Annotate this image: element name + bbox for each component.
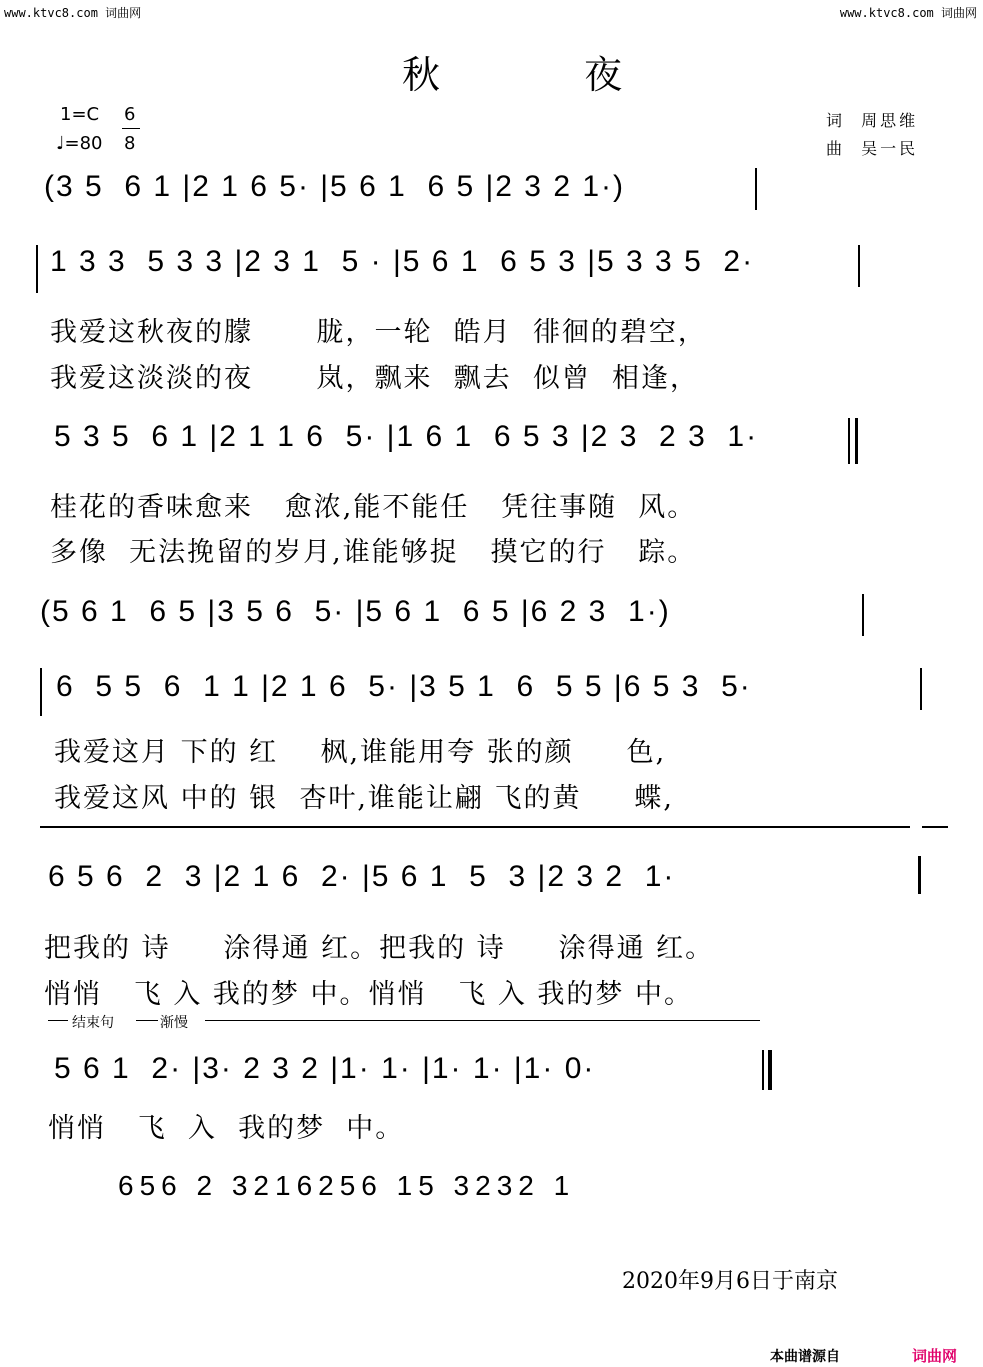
- watermark-top-left: www.ktvc8.com 词曲网: [4, 6, 142, 20]
- lyric-line-4: 多像 无法挽留的岁月,谁能够捉 摸它的行 踪。: [50, 537, 697, 568]
- notation-system-7: 5 6 1 2· |3· 2 3 2 |1· 1· |1· 1· |1· 0·: [54, 1052, 596, 1085]
- final-barline-thick: [768, 1050, 772, 1090]
- time-signature-bottom: 8: [124, 133, 136, 154]
- repeat-end-bar-thick: [855, 418, 858, 464]
- watermark-top-right: www.ktvc8.com 词曲网: [839, 6, 977, 20]
- lyric-line-7: 把我的 诗 涂得通 红。把我的 诗 涂得通 红。: [44, 933, 715, 964]
- footer-site: 词曲网: [912, 1347, 958, 1365]
- composer-credit: 曲 吴一民: [826, 139, 919, 158]
- barline: [858, 245, 860, 287]
- repeat-end-bar: [918, 856, 921, 894]
- lyric-line-1: 我爱这秋夜的朦 胧，一轮 皓月 徘徊的碧空，: [50, 317, 707, 348]
- summary-notes: 656 2 3216256 15 3232 1: [118, 1170, 576, 1201]
- system-divider-end: [922, 826, 948, 828]
- composition-date: 2020年9月6日于南京: [622, 1269, 838, 1294]
- notation-system-5: 6 5 5 6 1 1 |2 1 6 5· |3 5 1 6 5 5 |6 5 3 5·: [56, 670, 752, 703]
- time-signature-line: [122, 128, 140, 129]
- lyric-line-2: 我爱这淡淡的夜 岚，飘来 飘去 似曾 相逢，: [50, 363, 699, 394]
- ritardando-line: [205, 1020, 760, 1021]
- barline: [920, 668, 922, 710]
- barline: [755, 168, 757, 210]
- lyricist-credit: 词 周思维: [826, 111, 919, 130]
- time-signature-top: 6: [124, 104, 136, 125]
- tempo-marking: ♩=80: [56, 133, 103, 154]
- notation-system-4: (5 6 1 6 5 |3 5 6 5· |5 6 1 6 5 |6 2 3 1·): [40, 595, 671, 628]
- lyric-line-6: 我爱这风 中的 银 杏叶,谁能让翩 飞的黄 蝶,: [54, 783, 674, 814]
- lyric-line-5: 我爱这月 下的 红 枫,谁能用夸 张的颜 色,: [54, 737, 667, 768]
- notation-system-1: (3 5 6 1 |2 1 6 5· |5 6 1 6 5 |2 3 2 1·): [44, 170, 626, 203]
- lyric-line-3: 桂花的香味愈来 愈浓,能不能任 凭往事随 风。: [50, 492, 697, 523]
- system-divider: [40, 826, 910, 828]
- barline: [862, 594, 864, 636]
- notation-system-2: 1 3 3 5 3 3 |2 3 1 5 · |5 6 1 6 5 3 |5 3 3 5 2·: [50, 245, 755, 278]
- repeat-end-bar: [848, 418, 850, 464]
- lyric-line-9: 悄悄 飞 入 我的梦 中。: [48, 1113, 405, 1144]
- notation-system-6: 6 5 6 2 3 |2 1 6 2· |5 6 1 5 3 |2 3 2 1·: [48, 860, 676, 893]
- notation-system-3: 5 3 5 6 1 |2 1 1 6 5· |1 6 1 6 5 3 |2 3 2 3 1·: [54, 420, 759, 453]
- repeat-start-bar: [36, 245, 38, 293]
- key-signature: 1=C: [60, 104, 100, 125]
- footer-source: 本曲谱源自: [770, 1349, 840, 1365]
- tempo-change-annotation: 渐慢: [160, 1015, 188, 1031]
- song-title: 秋 夜: [402, 53, 663, 97]
- ending-dash: [48, 1020, 68, 1021]
- repeat-start-bar: [40, 668, 42, 716]
- lyric-line-8: 悄悄 飞 入 我的梦 中。悄悄 飞 入 我的梦 中。: [44, 979, 693, 1010]
- ending-dash: [136, 1020, 158, 1021]
- ending-annotation: 结束句: [72, 1015, 114, 1031]
- final-barline: [762, 1050, 764, 1090]
